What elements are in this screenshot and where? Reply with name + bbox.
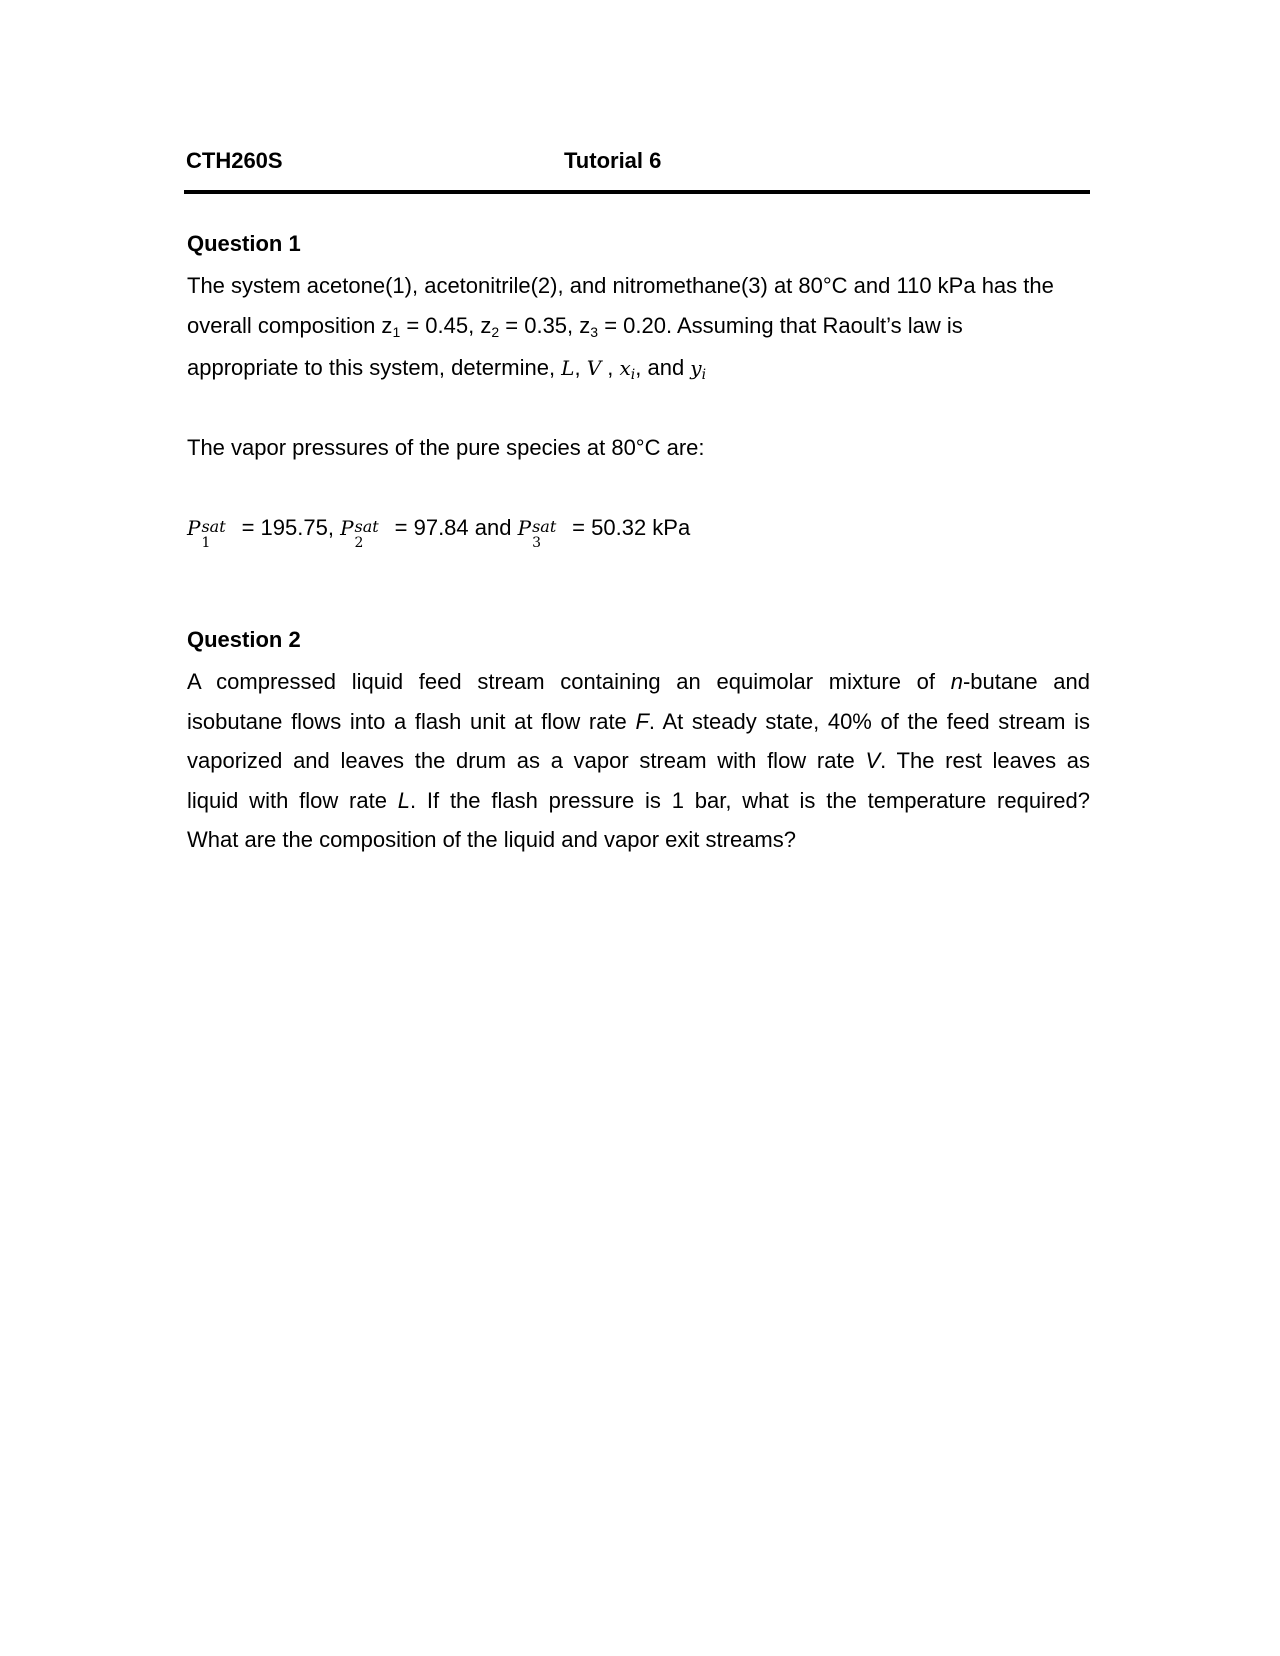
q2-text: liquid with flow rate (187, 787, 398, 813)
q2-italic-L: L (397, 787, 410, 813)
q1-line-1 (187, 266, 1090, 306)
q2-italic-n: n (950, 669, 963, 694)
p1-supsub (201, 511, 235, 551)
page-header (186, 148, 1090, 180)
q1-line-1-text: The system acetone(1), acetonitrile(2), and nitromethane(3) at 80°C and 110 kPa has the (187, 273, 1054, 298)
subscript: 2 (491, 323, 500, 340)
q1-vapor-intro-text: The vapor pressures of the pure species at 80°C are: (187, 434, 705, 460)
question-2-title: Question 2 (187, 627, 301, 652)
math-L: L (561, 356, 575, 380)
math-y: y (690, 356, 702, 380)
q2-line-1 (187, 662, 1090, 702)
q2-text: vaporized and leaves the drum as a vapor stream with flow rate (187, 748, 866, 773)
p1-value: = 195.75, (235, 515, 341, 540)
q1-text: overall composition z (187, 312, 393, 338)
q2-text: -butane and (962, 669, 1091, 694)
math-P: P (517, 516, 532, 540)
q2-line-3 (187, 741, 1090, 781)
q2-line-5 (187, 820, 1090, 860)
q2-italic-F: F (635, 708, 649, 734)
subscript: 3 (532, 535, 541, 551)
q1-text: = 0.20. Assuming that Raoult’s law is (598, 312, 963, 338)
vapor-pressure-line (187, 508, 691, 551)
q1-text: appropriate to this system, determine, (187, 355, 562, 380)
q2-text: . At steady state, 40% of the feed stream is (648, 708, 1090, 734)
q1-text: , (601, 355, 620, 380)
q1-line-3 (187, 348, 1090, 392)
superscript: sat (354, 517, 379, 536)
q1-vapor-intro (187, 428, 1090, 468)
subscript: 1 (201, 535, 211, 551)
math-V: V (586, 356, 602, 380)
q2-line-4 (187, 781, 1090, 821)
math-P: P (187, 516, 201, 540)
question-1-title: Question 1 (187, 231, 301, 256)
tutorial-title: Tutorial 6 (564, 148, 662, 173)
q1-line-2 (187, 306, 1090, 349)
subscript: 2 (354, 535, 364, 551)
q2-text: A compressed liquid feed stream containing an equimolar mixture of (187, 669, 951, 694)
question-1 (187, 230, 1090, 467)
math-x: x (619, 356, 631, 380)
subscript: 3 (590, 323, 599, 340)
p3-value: = 50.32 kPa (566, 515, 691, 540)
math-P: P (340, 516, 354, 540)
q2-text: . If the flash pressure is 1 bar, what is the temperature required? (410, 787, 1090, 813)
q2-line-5-text: What are the composition of the liquid and vapor exit streams? (187, 827, 796, 852)
p2-supsub (354, 511, 389, 551)
superscript: sat (532, 517, 557, 536)
superscript: sat (201, 517, 226, 536)
question-2 (187, 626, 1090, 860)
q2-text: . The rest leaves as (880, 748, 1091, 773)
q1-text: , and (635, 355, 691, 380)
subscript: i (630, 367, 636, 383)
q2-line-2 (187, 702, 1090, 742)
subscript: 1 (392, 323, 401, 340)
q1-text: , (574, 355, 587, 380)
course-code: CTH260S (186, 148, 283, 173)
p2-value: = 97.84 and (388, 515, 518, 540)
header-rule (184, 190, 1090, 194)
q2-italic-V: V (865, 748, 881, 773)
q2-text: isobutane flows into a flash unit at flow rate (187, 708, 636, 734)
subscript: i (701, 367, 707, 383)
q1-text: = 0.45, z (400, 312, 492, 338)
p3-supsub (532, 511, 566, 551)
q1-text: = 0.35, z (499, 312, 591, 338)
